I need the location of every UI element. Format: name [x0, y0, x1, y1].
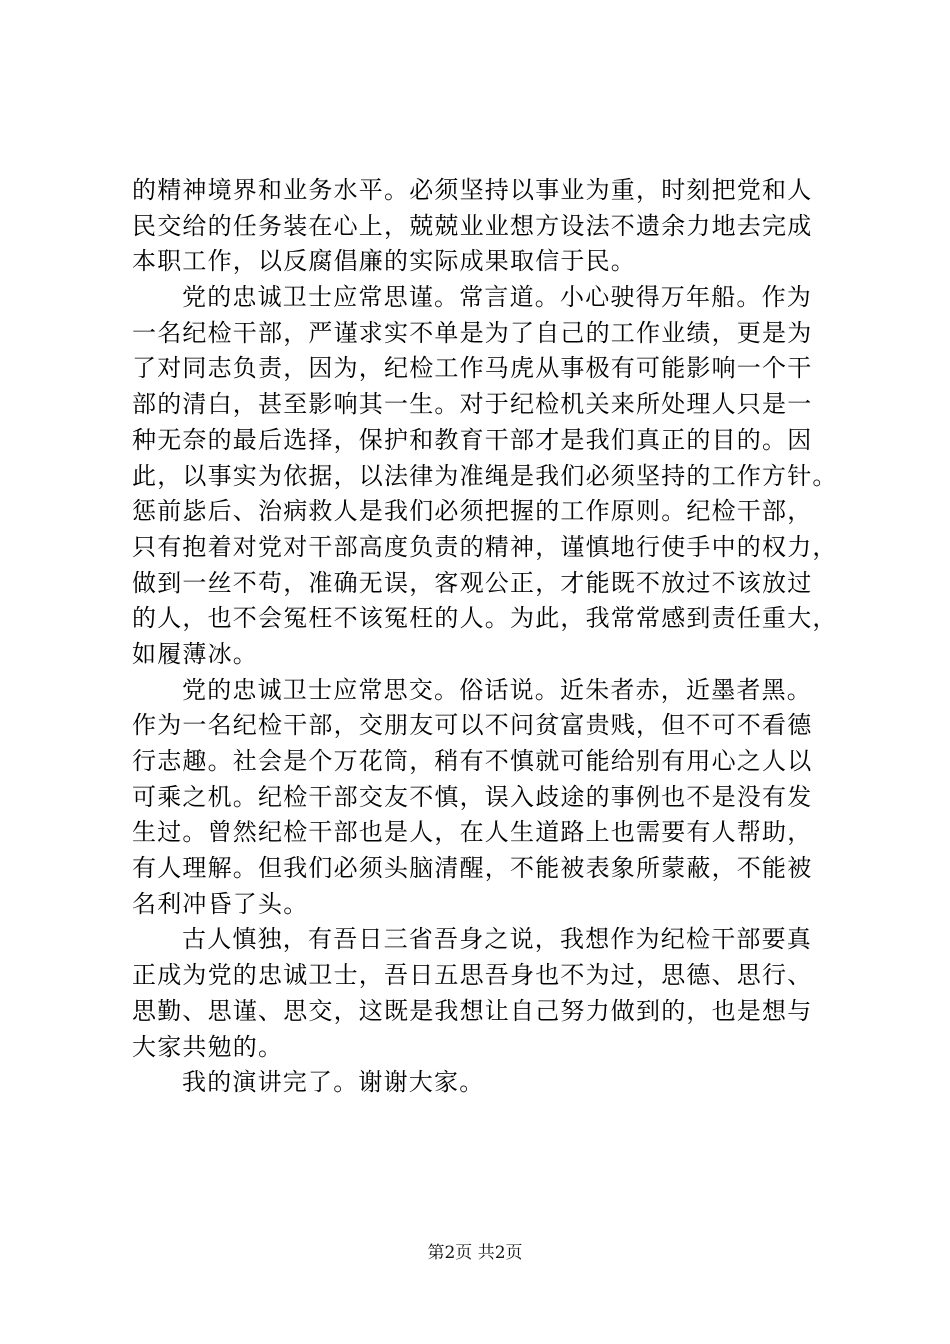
text-line: 只有抱着对党对干部高度负责的精神，谨慎地行使手中的权力， — [132, 532, 838, 561]
text-line: 大家共勉的。 — [132, 1032, 284, 1061]
text-line: 民交给的任务装在心上，兢兢业业想方设法不遗余力地去完成 — [132, 211, 813, 240]
text-line: 部的清白，甚至影响其一生。对于纪检机关来所处理人只是一 — [132, 390, 813, 419]
text-line: 的人，也不会冤枉不该冤枉的人。为此，我常常感到责任重大， — [132, 604, 838, 633]
text-line: 种无奈的最后选择，保护和教育干部才是我们真正的目的。因 — [132, 425, 813, 454]
text-line: 的精神境界和业务水平。必须坚持以事业为重，时刻把党和人 — [132, 176, 813, 204]
paragraph-first-line: 我的演讲完了。谢谢大家。 — [182, 1068, 485, 1097]
text-line: 正成为党的忠诚卫士，吾日五思吾身也不为过，思德、思行、 — [132, 961, 813, 990]
text-line: 作为一名纪检干部，交朋友可以不问贫富贵贱，但不可不看德 — [132, 711, 813, 740]
text-line: 思勤、思谨、思交，这既是我想让自己努力做到的，也是想与 — [132, 996, 813, 1025]
text-line: 本职工作，以反腐倡廉的实际成果取信于民。 — [132, 247, 636, 276]
text-line: 行志趣。社会是个万花筒，稍有不慎就可能给别有用心之人以 — [132, 747, 813, 775]
document-body — [132, 173, 838, 1101]
text-line: 了对同志负责，因为，纪检工作马虎从事极有可能影响一个干 — [132, 354, 813, 383]
text-line: 如履薄冰。 — [132, 639, 258, 668]
paragraph-first-line: 古人慎独，有吾日三省吾身之说，我想作为纪检干部要真 — [182, 925, 812, 954]
text-line: 惩前毖后、治病救人是我们必须把握的工作原则。纪检干部， — [132, 497, 813, 526]
text-line: 此，以事实为依据，以法律为准绳是我们必须坚持的工作方针。 — [132, 461, 838, 490]
paragraph-first-line: 党的忠诚卫士应常思谨。常言道。小心驶得万年船。作为 — [182, 283, 812, 312]
text-line: 生过。曾然纪检干部也是人，在人生道路上也需要有人帮助， — [132, 818, 813, 847]
page-footer: 第2页 共2页 — [427, 1243, 523, 1263]
text-line: 有人理解。但我们必须头脑清醒，不能被表象所蒙蔽，不能被 — [132, 854, 813, 883]
text-line: 可乘之机。纪检干部交友不慎，误入歧途的事例也不是没有发 — [132, 782, 813, 811]
text-line: 一名纪检干部，严谨求实不单是为了自己的工作业绩，更是为 — [132, 318, 813, 347]
paragraph-first-line: 党的忠诚卫士应常思交。俗话说。近朱者赤，近墨者黑。 — [182, 675, 812, 704]
text-line: 做到一丝不苟，准确无误，客观公正，才能既不放过不该放过 — [132, 568, 813, 597]
text-line: 名利冲昏了头。 — [132, 889, 309, 918]
